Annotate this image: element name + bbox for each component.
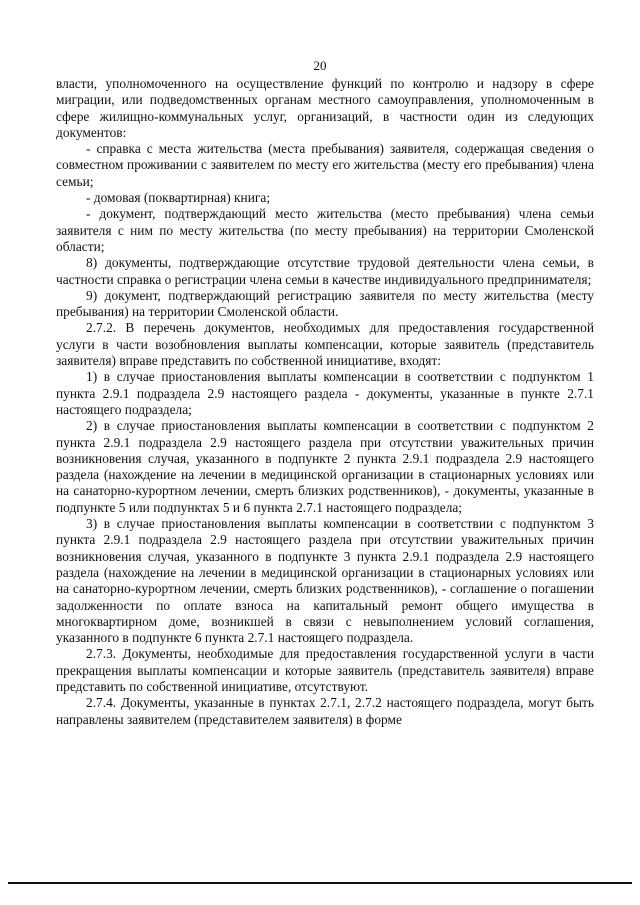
paragraph: власти, уполномоченного на осуществление функций по контролю и надзору в сфере миграции, или подведомственных органам местного самоуправления, уполномоченным в сфере жилищно-коммунальных услуг, организаций, в частности один из следующих документов: bbox=[56, 76, 594, 140]
paragraph: 8) документы, подтверждающие отсутствие трудовой деятельности члена семьи, в частности справка о регистрации члена семьи в качестве индивидуального предпринимателя; bbox=[56, 255, 594, 287]
paragraph: 1) в случае приостановления выплаты компенсации в соответствии с подпунктом 1 пункта 2.9.1 подраздела 2.9 настоящего раздела - документы, указанные в пункте 2.7.1 настоящего подраздела; bbox=[56, 369, 594, 417]
paragraph: - документ, подтверждающий место жительства (место пребывания) члена семьи заявителя с ним по месту жительства (по месту пребывания) на территории Смоленской области; bbox=[56, 206, 594, 254]
paragraph: 2) в случае приостановления выплаты компенсации в соответствии с подпунктом 2 пункта 2.9.1 подраздела 2.9 настоящего раздела при отсутствии уважительных причин возникновения случая, указанного в подпункте 2 пункта 2.9.1 подраздела 2.9 настоящего раздела (нахождение на лечении в медицинской организации в стационарных условиях или на санаторно-курортном лечении, смерть близких родственников), - документы, указанные в подпункте 5 или подпунктах 5 и 6 пункта 2.7.1 настоящего подраздела; bbox=[56, 418, 594, 515]
paragraph: 2.7.2. В перечень документов, необходимых для предоставления государственной услуги в части возобновления выплаты компенсации, которые заявитель (представитель заявителя) вправе представить по собственной инициативе, входят: bbox=[56, 320, 594, 369]
document-body bbox=[56, 76, 594, 728]
paragraph: 3) в случае приостановления выплаты компенсации в соответствии с подпунктом 3 пункта 2.9.1 подраздела 2.9 настоящего раздела при отсутствии уважительных причин возникновения случая, указанного в подпункте 3 пункта 2.9.1 подраздела 2.9 настоящего раздела (нахождение на лечении в медицинской организации в стационарных условиях или на санаторно-курортном лечении, смерть близких родственников), - соглашение о погашении задолженности по оплате взноса на капитальный ремонт общего имущества в многоквартирном доме, возникшей в связи с невыполнением условий соглашения, указанного в подпункте 6 пункта 2.7.1 настоящего подраздела. bbox=[56, 516, 594, 646]
page-number: 20 bbox=[313, 58, 327, 73]
paragraph: 2.7.4. Документы, указанные в пунктах 2.7.1, 2.7.2 настоящего подраздела, могут быть направлены заявителем (представителем заявителя) в форме bbox=[56, 695, 594, 727]
paragraph: - домовая (поквартирная) книга; bbox=[86, 190, 271, 206]
paragraph: 9) документ, подтверждающий регистрацию заявителя по месту жительства (месту пребывания) на территории Смоленской области. bbox=[56, 287, 594, 320]
paragraph: - справка с места жительства (места пребывания) заявителя, содержащая сведения о совместном проживании с заявителем по месту его жительства (месту его пребывания) члена семьи; bbox=[56, 141, 594, 189]
paragraph: 2.7.3. Документы, необходимые для предоставления государственной услуги в части прекращения выплаты компенсации и которые заявитель (представитель заявителя) вправе представить по собственной инициативе, отсутствуют. bbox=[56, 646, 594, 694]
bottom-rule bbox=[8, 882, 632, 884]
